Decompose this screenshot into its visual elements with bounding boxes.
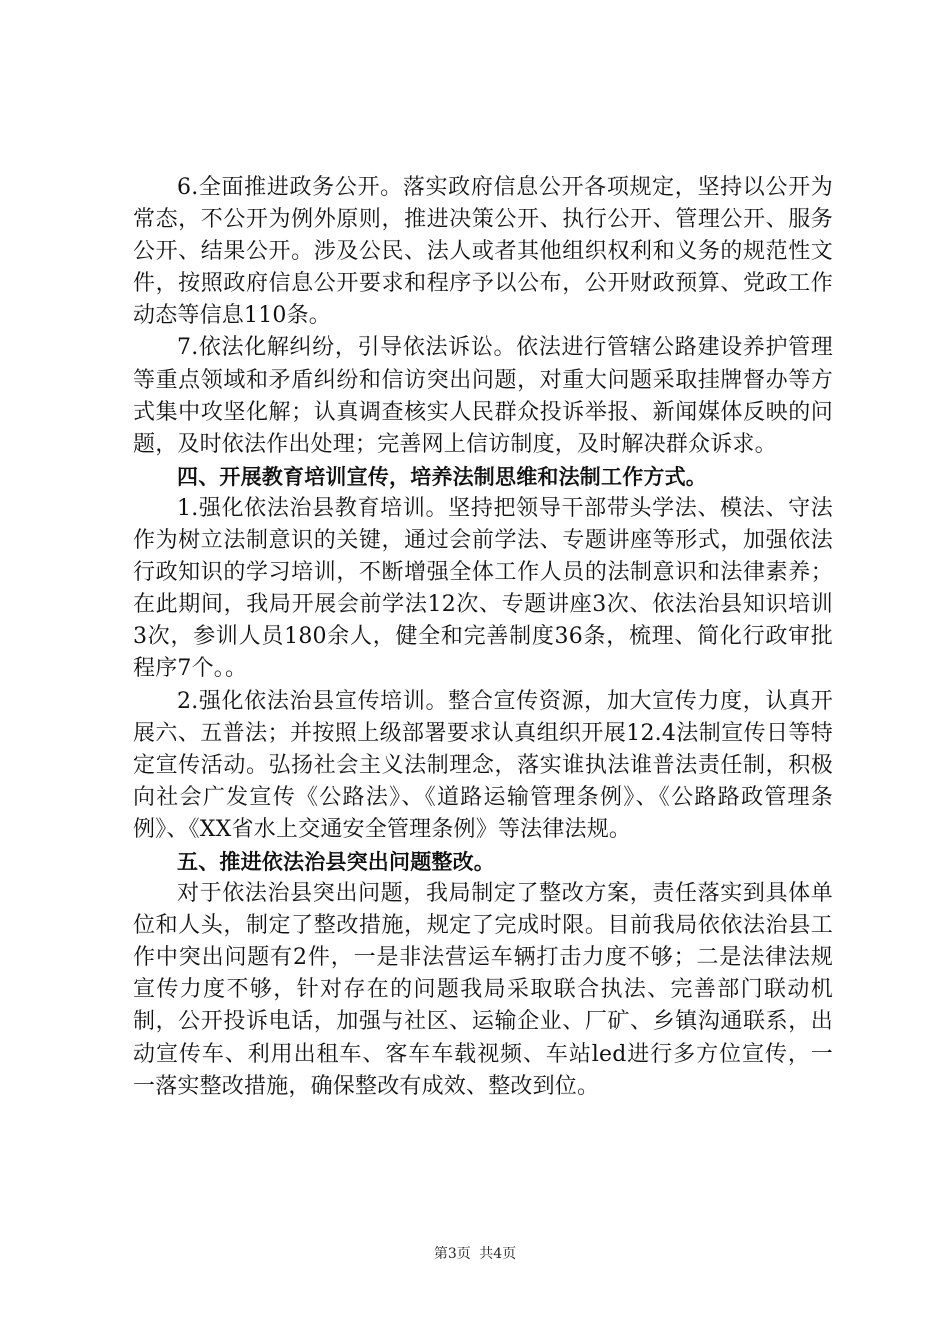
paragraph-item-7: 7.依法化解纠纷，引导依法诉讼。依法进行管辖公路建设养护管理等重点领域和矛盾纠纷和信访突出问题，对重大问题采取挂牌督办等方式集中攻坚化解；认真调查核实人民群众投诉举报、新闻媒体反映的问题，及时依法作出处理；完善网上信访制度，及时解决群众诉求。 (133, 335, 833, 457)
paragraph-education-training: 1.强化依法治县教育培训。坚持把领导干部带头学法、模法、守法作为树立法制意识的关键，通过会前学法、专题讲座等形式，加强依法行政知识的学习培训，不断增强全体工作人员的法制意识和法律素养；在此期间，我局开展会前学法12次、专题讲座3次、依法治县知识培训3次，参训人员180余人，健全和完善制度36条，梳理、简化行政审批程序7个。。 (133, 495, 833, 682)
page-total: 共4页 (479, 1246, 517, 1262)
section-heading-4: 四、开展教育培训宣传，培养法制思维和法制工作方式。 (177, 464, 707, 489)
paragraph-publicity-training: 2.强化依法治县宣传培训。整合宣传资源，加大宣传力度，认真开展六、五普法；并按照上级部署要求认真组织开展12.4法制宣传日等特定宣传活动。弘扬社会主义法制理念，落实谁执法谁普法责任制，积极向社会广发宣传《公路法》、《道路运输管理条例》、《公路路政管理条例》、《XX省水上交通安全管理条例》等法律法规。 (133, 688, 833, 842)
page-number: 第3页 (433, 1246, 471, 1262)
paragraph-rectification: 对于依法治县突出问题，我局制定了整改方案，责任落实到具体单位和人头，制定了整改措施，规定了完成时限。目前我局依依法治县工作中突出问题有2件，一是非法营运车辆打击力度不够；二是法律法规宣传力度不够，针对存在的问题我局采取联合执法、完善部门联动机制，公开投诉电话，加强与社区、运输企业、厂矿、乡镇沟通联系，出动宣传车、利用出租车、客车车载视频、车站led进行多方位宣传，一一落实整改措施，确保整改有成效、整改到位。 (133, 881, 833, 1099)
document-body (133, 172, 833, 1103)
section-heading-5: 五、推进依法治县突出问题整改。 (177, 849, 495, 874)
page-footer (0, 1244, 950, 1264)
paragraph-item-6: 6.全面推进政务公开。落实政府信息公开各项规定，坚持以公开为常态，不公开为例外原则，推进决策公开、执行公开、管理公开、服务公开、结果公开。涉及公民、法人或者其他组织权利和义务的规范性文件，按照政府信息公开要求和程序予以公布，公开财政预算、党政工作动态等信息110条。 (133, 175, 833, 329)
